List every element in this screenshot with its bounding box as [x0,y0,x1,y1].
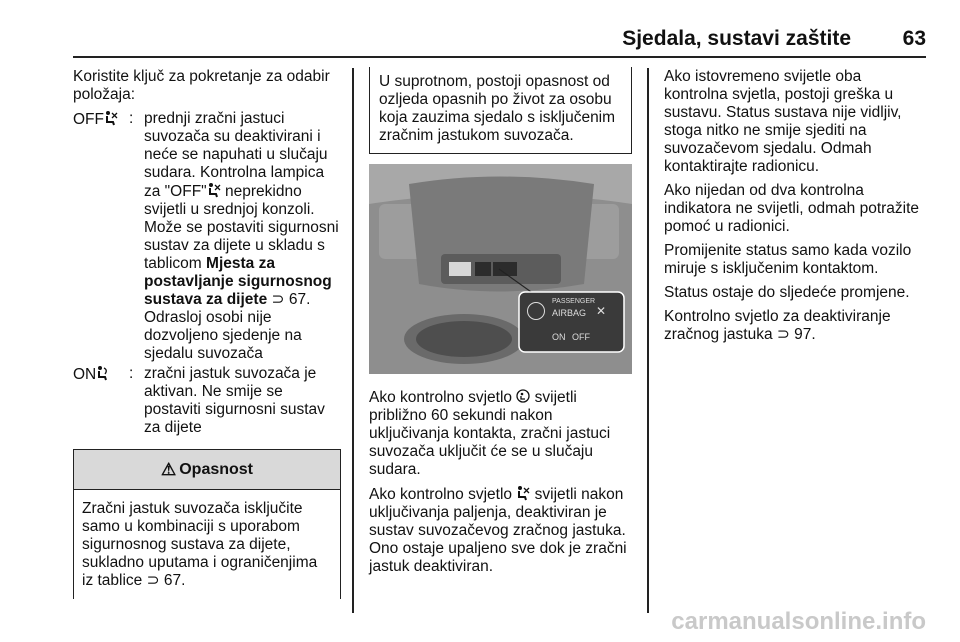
column-divider-left [352,68,354,613]
airbag-on-icon [96,365,110,381]
airbag-off-icon [104,110,118,126]
para-reference: Kontrolno svjetlo za deaktiviranje zračnog jastuka ⊃ 97. [664,308,891,343]
ref-arrow-icon: ⊃ [271,291,285,308]
child-seat-table-link[interactable]: Mjesta za postavljanje sigurnosnog sustava za dijete [144,255,332,308]
warning-continuation-box: U suprotnom, postoji opasnost od ozljeda opasnih po život za osobu koja zauzima sjedalo s isključenim zračnim jastukom suvozača. [369,67,632,154]
def-body-off: prednji zračni jastuci suvozača su deaktivirani i neće se napuhati u slučaju sudara. Kontrolna lampica za "OFF" neprekidno svijetli u srednjoj konzoli. Može se postaviti sigurnosni sustav za dijete u skladu s tablicom Mjesta za postavljanje sigurnosnog sustava za dijete ⊃ 67. Odrasloj osobi nije dozvoljeno sjedenje na sjedalu suvozača [144,110,339,362]
header-rule [73,56,926,58]
watermark: carmanualsonline.info [671,608,926,635]
airbag-off-icon [207,182,221,198]
header-title: Sjedala, sustavi zaštite [622,27,851,50]
def-colon: : [129,110,134,127]
panel-label-airbag: AIRBAG [552,308,587,318]
para-status-remains: Status ostaje do sljedeće promjene. [664,284,910,301]
def-row-off [73,110,343,363]
column-divider-right [647,68,649,613]
panel-indicator-icon [527,302,545,320]
column-2-text [369,388,634,582]
panel-seat-icon: ✕ [596,304,607,318]
def-term-off: OFF [73,110,129,363]
airbag-off-icon [516,485,530,501]
para-both-lights: Ako istovremeno svijetle oba kontrolna svjetla, postoji greška u sustavu. Status sustava nije vidljiv, stoga nitko ne smije sjediti na suvozačevom sjedalu. Odmah kontaktirajte radionicu. [664,68,902,175]
para-on-indicator: Ako kontrolno svjetlo svijetli približno 60 sekundi nakon uključivanja kontakta, zračni jastuci suvozača uključit će se u slučaju sudara. [369,389,611,478]
definition-list [73,110,343,437]
panel-off-label: OFF [572,332,590,342]
danger-body: Zračni jastuk suvozača isključite samo u kombinaciji s uporabom sigurnosnog sustava za dijete, sukladno uputama i ograničenjima iz tablice ⊃ 67. [82,500,318,589]
intro-text: Koristite ključ za pokretanje za odabir položaja: [73,68,330,103]
danger-header: ⚠ Opasnost [74,450,340,490]
ref-arrow-icon: ⊃ [146,572,160,589]
para-off-indicator: Ako kontrolno svjetlo svijetli nakon uključivanja paljenja, deaktiviran je sustav suvozačevog zračnog jastuka. Ono ostaje upaljeno sve dok je zračni jastuk deaktiviran. [369,486,627,575]
danger-box [73,449,341,599]
def-body-on: zračni jastuk suvozača je aktivan. Ne smije se postaviti sigurnosni sustav za dijete [144,365,325,436]
column-3 [664,68,929,350]
page-number: 63 [902,27,926,50]
def-term-on: ON [73,365,129,437]
para-change-status: Promijenite status samo kada vozilo miruje s isključenim kontaktom. [664,242,912,277]
def-colon: : [129,365,134,382]
ref-arrow-icon: ⊃ [776,326,790,343]
def-row-on [73,365,343,437]
column-1 [73,68,343,599]
panel-on-label: ON [552,332,566,342]
para-no-lights: Ako nijedan od dva kontrolna indikatora ne svijetli, odmah potražite pomoć u radionici. [664,182,920,235]
airbag-panel-figure [369,164,632,374]
airbag-on-indicator-icon [516,388,530,404]
warning-triangle-icon: ⚠ [160,459,177,479]
panel-label-passenger: PASSENGER [552,298,596,305]
